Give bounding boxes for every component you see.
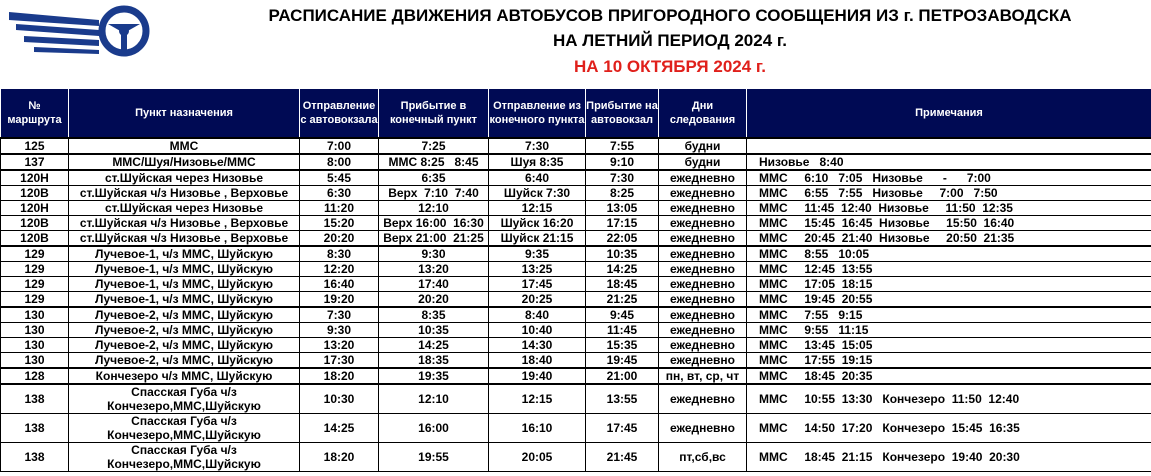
- destination: ст.Шуйская ч/з Низовье , Верховье: [69, 186, 300, 201]
- destination: Лучевое-1, ч/з ММС, Шуйскую: [69, 277, 300, 292]
- route-number: 120В: [1, 186, 69, 201]
- departure-time: 10:30: [300, 384, 379, 414]
- destination: Лучевое-2, ч/з ММС, Шуйскую: [69, 323, 300, 338]
- departure-time: 8:30: [300, 246, 379, 262]
- table-row: [1, 338, 1151, 353]
- arrival-time: 18:35: [379, 353, 489, 369]
- notes: ММС 10:55 13:30 Кончезеро 11:50 12:40: [747, 384, 1151, 414]
- route-number: 128: [1, 368, 69, 384]
- company-logo: [4, 2, 154, 60]
- destination: Лучевое-2, ч/з ММС, Шуйскую: [69, 353, 300, 369]
- destination: Спасская Губа ч/з Кончезеро,ММС,Шуйскую: [69, 384, 300, 414]
- days-of-operation: ежедневно: [659, 231, 747, 247]
- schedule-table: [0, 88, 1151, 472]
- return-arrival: 21:25: [586, 292, 659, 308]
- table-row: [1, 262, 1151, 277]
- arrival-time: Верх 7:10 7:40: [379, 186, 489, 201]
- notes: ММС 19:45 20:55: [747, 292, 1151, 308]
- table-row: [1, 414, 1151, 443]
- return-arrival: 13:55: [586, 384, 659, 414]
- destination: Лучевое-1, ч/з ММС, Шуйскую: [69, 246, 300, 262]
- return-arrival: 17:45: [586, 414, 659, 443]
- arrival-time: 8:35: [379, 307, 489, 323]
- destination: Спасская Губа ч/з Кончезеро,ММС,Шуйскую: [69, 443, 300, 472]
- route-number: 129: [1, 262, 69, 277]
- days-of-operation: ежедневно: [659, 186, 747, 201]
- table-row: [1, 170, 1151, 186]
- notes: ММС 9:55 11:15: [747, 323, 1151, 338]
- table-row: [1, 443, 1151, 472]
- return-arrival: 7:55: [586, 138, 659, 154]
- table-row: [1, 231, 1151, 247]
- days-of-operation: пн, вт, ср, чт: [659, 368, 747, 384]
- return-arrival: 11:45: [586, 323, 659, 338]
- column-header: Отправление с автовокзала: [300, 89, 379, 139]
- return-arrival: 22:05: [586, 231, 659, 247]
- schedule-period: НА ЛЕТНИЙ ПЕРИОД 2024 г.: [553, 31, 787, 50]
- return-departure: 20:25: [489, 292, 586, 308]
- departure-time: 17:30: [300, 353, 379, 369]
- return-departure: 10:40: [489, 323, 586, 338]
- return-arrival: 18:45: [586, 277, 659, 292]
- table-row: [1, 201, 1151, 216]
- route-number: 120В: [1, 231, 69, 247]
- route-number: 138: [1, 384, 69, 414]
- route-number: 129: [1, 292, 69, 308]
- return-departure: 6:40: [489, 170, 586, 186]
- notes: ММС 12:45 13:55: [747, 262, 1151, 277]
- destination: ММС/Шуя/Низовье/ММС: [69, 154, 300, 170]
- notes: ММС 18:45 21:15 Кончезеро 19:40 20:30: [747, 443, 1151, 472]
- arrival-time: 19:55: [379, 443, 489, 472]
- notes: ММС 17:05 18:15: [747, 277, 1151, 292]
- departure-time: 8:00: [300, 154, 379, 170]
- notes: ММС 14:50 17:20 Кончезеро 15:45 16:35: [747, 414, 1151, 443]
- table-row: [1, 246, 1151, 262]
- table-row: [1, 186, 1151, 201]
- notes: ММС 17:55 19:15: [747, 353, 1151, 369]
- departure-time: 18:20: [300, 443, 379, 472]
- departure-time: 15:20: [300, 216, 379, 231]
- return-departure: 17:45: [489, 277, 586, 292]
- destination: Кончезеро ч/з ММС, Шуйскую: [69, 368, 300, 384]
- return-arrival: 13:05: [586, 201, 659, 216]
- arrival-time: 7:25: [379, 138, 489, 154]
- notes: ММС 13:45 15:05: [747, 338, 1151, 353]
- departure-time: 19:20: [300, 292, 379, 308]
- arrival-time: 19:35: [379, 368, 489, 384]
- column-header: Отправление из конечного пункта: [489, 89, 586, 139]
- return-departure: 12:15: [489, 201, 586, 216]
- route-number: 129: [1, 246, 69, 262]
- table-header-row: [1, 89, 1151, 139]
- days-of-operation: ежедневно: [659, 323, 747, 338]
- notes: ММС 18:45 20:35: [747, 368, 1151, 384]
- departure-time: 9:30: [300, 323, 379, 338]
- departure-time: 5:45: [300, 170, 379, 186]
- schedule-date: НА 10 ОКТЯБРЯ 2024 г.: [573, 57, 767, 76]
- notes: ММС 6:55 7:55 Низовье 7:00 7:50: [747, 186, 1151, 201]
- destination: ст.Шуйская ч/з Низовье , Верховье: [69, 231, 300, 247]
- arrival-time: 17:40: [379, 277, 489, 292]
- return-arrival: 10:35: [586, 246, 659, 262]
- return-departure: Шуйск 21:15: [489, 231, 586, 247]
- return-arrival: 14:25: [586, 262, 659, 277]
- column-header: Дни следования: [659, 89, 747, 139]
- return-arrival: 19:45: [586, 353, 659, 369]
- arrival-time: 9:30: [379, 246, 489, 262]
- return-departure: 12:15: [489, 384, 586, 414]
- destination: Лучевое-1, ч/з ММС, Шуйскую: [69, 292, 300, 308]
- schedule-title: РАСПИСАНИЕ ДВИЖЕНИЯ АВТОБУСОВ ПРИГОРОДНОГО СООБЩЕНИЯ ИЗ г. ПЕТРОЗАВОДСКА: [268, 6, 1072, 25]
- table-row: [1, 138, 1151, 154]
- route-number: 130: [1, 338, 69, 353]
- days-of-operation: ежедневно: [659, 216, 747, 231]
- notes: ММС 7:55 9:15: [747, 307, 1151, 323]
- arrival-time: 16:00: [379, 414, 489, 443]
- notes: [747, 138, 1151, 154]
- departure-time: 20:20: [300, 231, 379, 247]
- route-number: 129: [1, 277, 69, 292]
- arrival-time: Верх 21:00 21:25: [379, 231, 489, 247]
- route-number: 137: [1, 154, 69, 170]
- table-row: [1, 307, 1151, 323]
- route-number: 125: [1, 138, 69, 154]
- return-departure: 8:40: [489, 307, 586, 323]
- return-departure: 16:10: [489, 414, 586, 443]
- departure-time: 6:30: [300, 186, 379, 201]
- return-departure: 19:40: [489, 368, 586, 384]
- notes: Низовье 8:40: [747, 154, 1151, 170]
- arrival-time: 12:10: [379, 384, 489, 414]
- departure-time: 7:30: [300, 307, 379, 323]
- days-of-operation: ежедневно: [659, 170, 747, 186]
- return-departure: 9:35: [489, 246, 586, 262]
- column-header: Прибытие в конечный пункт: [379, 89, 489, 139]
- days-of-operation: будни: [659, 138, 747, 154]
- departure-time: 13:20: [300, 338, 379, 353]
- arrival-time: ММС 8:25 8:45: [379, 154, 489, 170]
- departure-time: 18:20: [300, 368, 379, 384]
- arrival-time: 20:20: [379, 292, 489, 308]
- return-arrival: 7:30: [586, 170, 659, 186]
- destination: Лучевое-1, ч/з ММС, Шуйскую: [69, 262, 300, 277]
- return-arrival: 9:10: [586, 154, 659, 170]
- return-departure: 18:40: [489, 353, 586, 369]
- destination: ст.Шуйская через Низовье: [69, 201, 300, 216]
- route-number: 120Н: [1, 170, 69, 186]
- route-number: 130: [1, 307, 69, 323]
- return-arrival: 21:45: [586, 443, 659, 472]
- notes: ММС 6:10 7:05 Низовье - 7:00: [747, 170, 1151, 186]
- table-row: [1, 368, 1151, 384]
- table-row: [1, 292, 1151, 308]
- column-header: Примечания: [747, 89, 1151, 139]
- arrival-time: 10:35: [379, 323, 489, 338]
- destination: Спасская Губа ч/з Кончезеро,ММС,Шуйскую: [69, 414, 300, 443]
- days-of-operation: ежедневно: [659, 277, 747, 292]
- table-row: [1, 323, 1151, 338]
- route-number: 138: [1, 443, 69, 472]
- days-of-operation: будни: [659, 154, 747, 170]
- days-of-operation: ежедневно: [659, 246, 747, 262]
- days-of-operation: пт,сб,вс: [659, 443, 747, 472]
- destination: Лучевое-2, ч/з ММС, Шуйскую: [69, 307, 300, 323]
- arrival-time: 13:20: [379, 262, 489, 277]
- notes: ММС 15:45 16:45 Низовье 15:50 16:40: [747, 216, 1151, 231]
- notes: ММС 20:45 21:40 Низовье 20:50 21:35: [747, 231, 1151, 247]
- return-departure: 13:25: [489, 262, 586, 277]
- notes: ММС 11:45 12:40 Низовье 11:50 12:35: [747, 201, 1151, 216]
- table-row: [1, 353, 1151, 369]
- destination: Лучевое-2, ч/з ММС, Шуйскую: [69, 338, 300, 353]
- days-of-operation: ежедневно: [659, 338, 747, 353]
- departure-time: 11:20: [300, 201, 379, 216]
- route-number: 138: [1, 414, 69, 443]
- return-departure: Шуйск 16:20: [489, 216, 586, 231]
- route-number: 120В: [1, 216, 69, 231]
- arrival-time: 14:25: [379, 338, 489, 353]
- return-departure: 20:05: [489, 443, 586, 472]
- route-number: 130: [1, 353, 69, 369]
- table-row: [1, 216, 1151, 231]
- return-arrival: 15:35: [586, 338, 659, 353]
- departure-time: 14:25: [300, 414, 379, 443]
- return-departure: Шуйск 7:30: [489, 186, 586, 201]
- table-row: [1, 384, 1151, 414]
- table-row: [1, 277, 1151, 292]
- return-arrival: 17:15: [586, 216, 659, 231]
- days-of-operation: ежедневно: [659, 201, 747, 216]
- days-of-operation: ежедневно: [659, 414, 747, 443]
- return-arrival: 9:45: [586, 307, 659, 323]
- return-arrival: 8:25: [586, 186, 659, 201]
- days-of-operation: ежедневно: [659, 292, 747, 308]
- column-header: № маршрута: [1, 89, 69, 139]
- days-of-operation: ежедневно: [659, 307, 747, 323]
- return-arrival: 21:00: [586, 368, 659, 384]
- return-departure: Шуя 8:35: [489, 154, 586, 170]
- destination: ст.Шуйская ч/з Низовье , Верховье: [69, 216, 300, 231]
- arrival-time: Верх 16:00 16:30: [379, 216, 489, 231]
- route-number: 120Н: [1, 201, 69, 216]
- column-header: Прибытие на автовокзал: [586, 89, 659, 139]
- destination: ст.Шуйская через Низовье: [69, 170, 300, 186]
- route-number: 130: [1, 323, 69, 338]
- return-departure: 14:30: [489, 338, 586, 353]
- departure-time: 16:40: [300, 277, 379, 292]
- days-of-operation: ежедневно: [659, 262, 747, 277]
- destination: ММС: [69, 138, 300, 154]
- days-of-operation: ежедневно: [659, 384, 747, 414]
- arrival-time: 12:10: [379, 201, 489, 216]
- days-of-operation: ежедневно: [659, 353, 747, 369]
- return-departure: 7:30: [489, 138, 586, 154]
- table-row: [1, 154, 1151, 170]
- departure-time: 12:20: [300, 262, 379, 277]
- column-header: Пункт назначения: [69, 89, 300, 139]
- arrival-time: 6:35: [379, 170, 489, 186]
- departure-time: 7:00: [300, 138, 379, 154]
- notes: ММС 8:55 10:05: [747, 246, 1151, 262]
